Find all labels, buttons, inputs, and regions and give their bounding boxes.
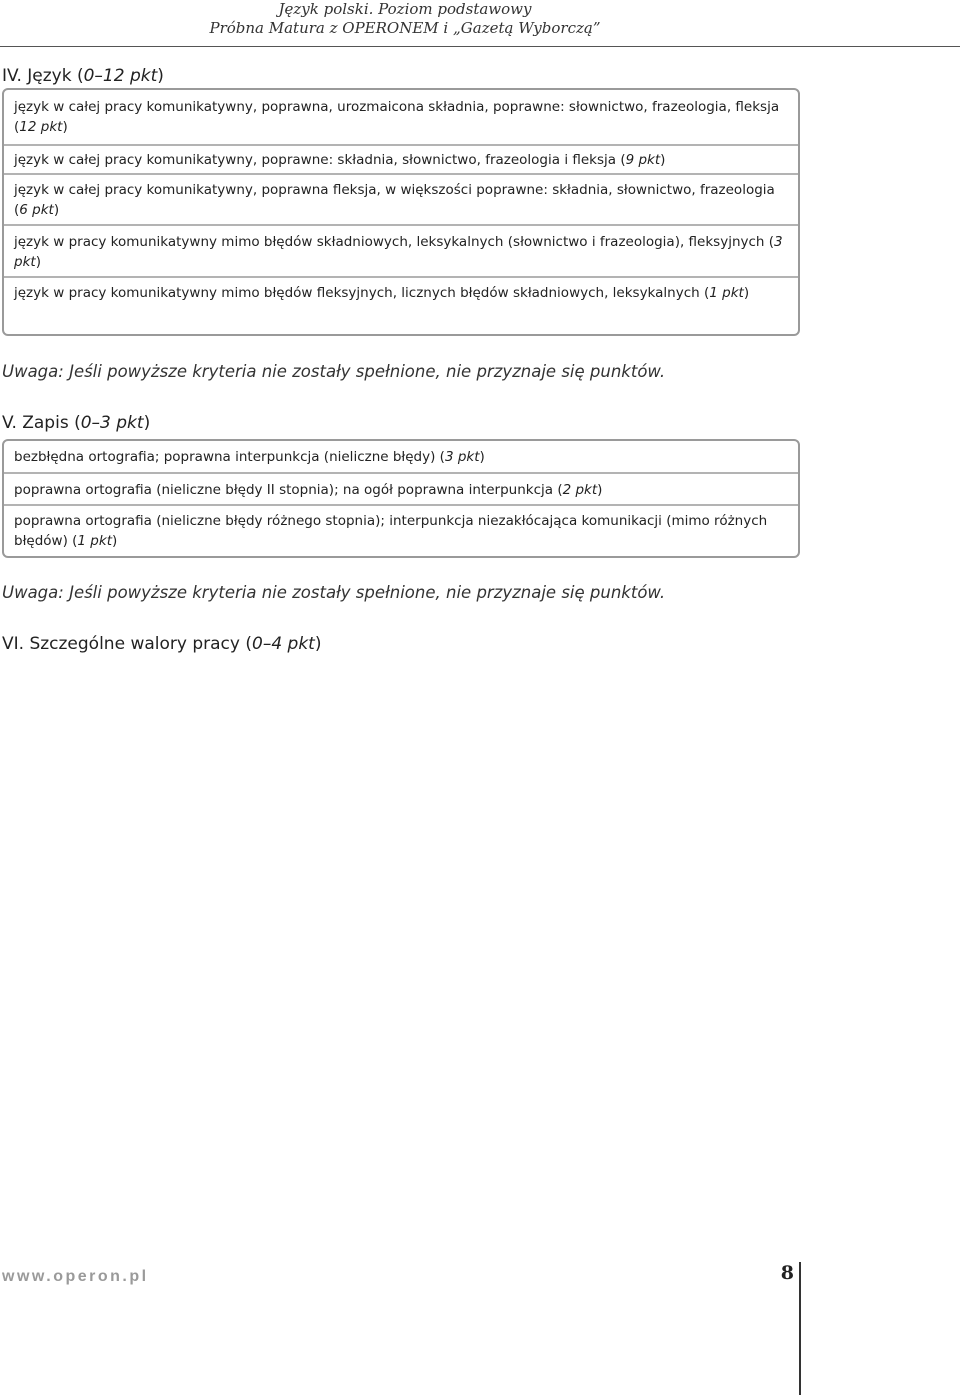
footer-divider — [799, 1262, 801, 1395]
publisher-url: www.operon.pl — [2, 1268, 149, 1285]
section-vi-title: VI. Szczególne walory pracy (0–4 pkt) — [2, 634, 322, 654]
page-header — [0, 0, 960, 47]
section-iv-title: IV. Język (0–12 pkt) — [2, 66, 164, 86]
page-number: 8 — [780, 1262, 794, 1284]
header-exam-line: Próbna Matura z OPERONEM i „Gazetą Wyborczą” — [209, 19, 601, 37]
criterion-row: język w całej pracy komunikatywny, poprawne: składnia, słownictwo, frazeologia i fleksja (9 pkt) — [4, 146, 798, 175]
section-v-range: 0–3 pkt — [80, 413, 144, 433]
criterion-row: język w całej pracy komunikatywny, poprawna, urozmaicona składnia, poprawne: słownictwo, frazeologia, fleksja (12 pkt) — [4, 90, 798, 146]
section-iv-criteria-box — [2, 88, 800, 336]
header-subject-line: Język polski. Poziom podstawowy — [278, 0, 532, 18]
section-v-title: V. Zapis (0–3 pkt) — [2, 413, 151, 433]
section-v-criteria-box — [2, 439, 800, 558]
section-vi-range: 0–4 pkt — [252, 634, 315, 654]
criterion-row: poprawna ortografia (nieliczne błędy II stopnia); na ogół poprawna interpunkcja (2 pkt) — [4, 474, 798, 506]
criterion-row: język w pracy komunikatywny mimo błędów składniowych, leksykalnych (słownictwo i frazeologia), fleksyjnych (3 pkt) — [4, 226, 798, 278]
section-iv-range: 0–12 pkt — [83, 66, 158, 86]
criterion-row: język w pracy komunikatywny mimo błędów fleksyjnych, licznych błędów składniowych, leksykalnych (1 pkt) — [14, 285, 750, 301]
criterion-row: poprawna ortografia (nieliczne błędy różnego stopnia); interpunkcja niezakłócająca komunikacji (mimo różnych błędów) (1 pkt) — [14, 513, 768, 549]
criterion-row: język w całej pracy komunikatywny, poprawna fleksja, w większości poprawne: składnia, słownictwo, frazeologia (6 pkt) — [4, 175, 798, 226]
section-iv-note: Uwaga: Jeśli powyższe kryteria nie zostały spełnione, nie przyznaje się punktów. — [2, 362, 666, 381]
section-v-note: Uwaga: Jeśli powyższe kryteria nie zostały spełnione, nie przyznaje się punktów. — [2, 583, 666, 602]
criterion-row: bezbłędna ortografia; poprawna interpunkcja (nieliczne błędy) (3 pkt) — [4, 441, 798, 474]
